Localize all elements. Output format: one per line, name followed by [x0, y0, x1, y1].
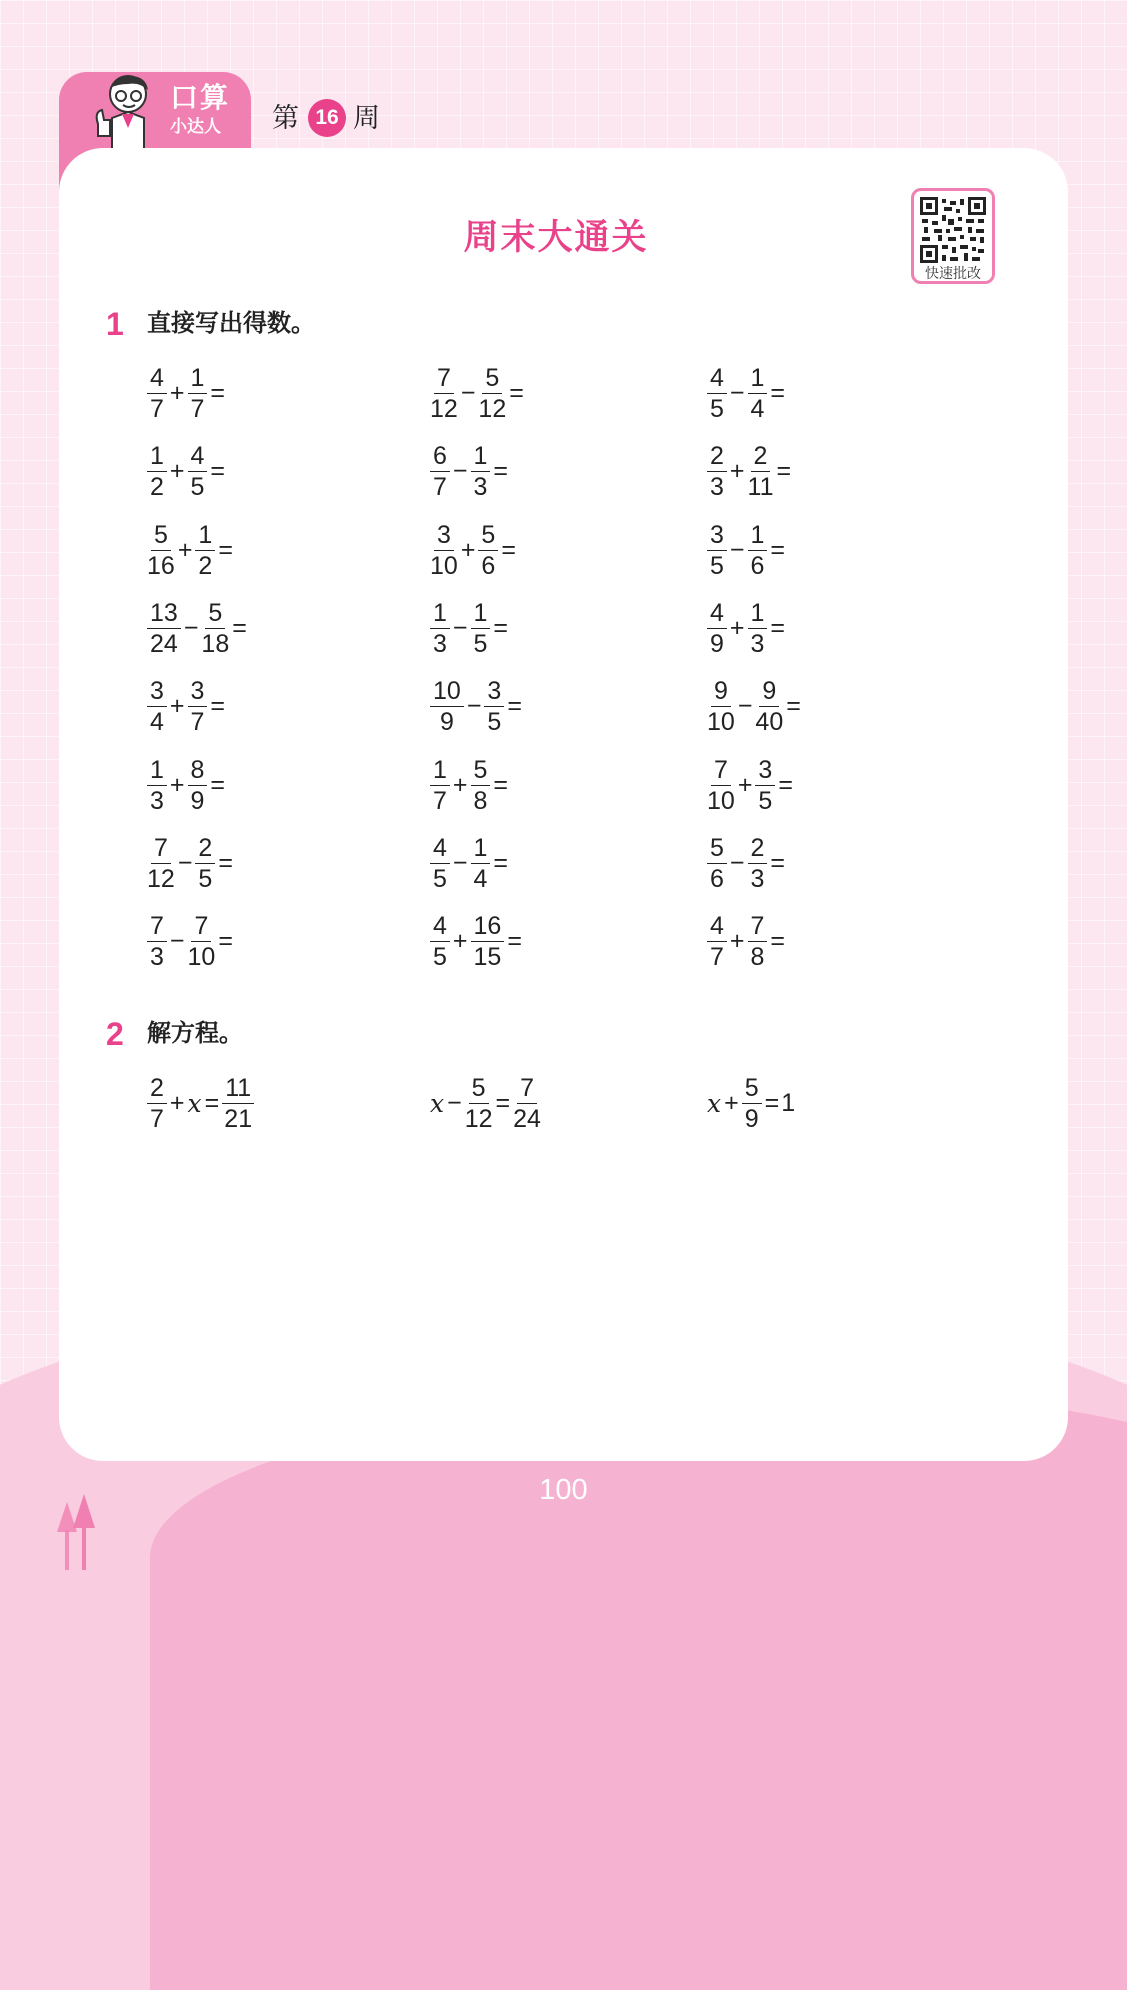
fraction: $\frac{4}{7}$	[705, 911, 729, 972]
equals-sign: =	[786, 691, 801, 720]
exercise-item	[705, 906, 786, 976]
operator: +	[452, 770, 468, 799]
fraction: $\frac{1}{4}$	[469, 833, 493, 894]
fraction: $\frac{2}{3}$	[705, 441, 729, 502]
equals-sign: =	[210, 456, 226, 485]
operator: −	[466, 691, 482, 720]
exercise-item	[145, 515, 234, 585]
operator: −	[183, 613, 199, 642]
operator: +	[737, 770, 753, 799]
operator: −	[460, 378, 476, 407]
exercise-item	[705, 828, 786, 898]
exercise-item	[705, 750, 794, 820]
operator: +	[729, 456, 745, 485]
exercise-item	[145, 593, 248, 663]
tab-title: 口算	[170, 82, 231, 113]
fraction: $\frac{3}{5}$	[705, 520, 729, 581]
exercise-item	[428, 358, 525, 428]
operator: +	[729, 613, 745, 642]
equals-sign: =	[501, 535, 516, 564]
fraction: $\frac{1}{7}$	[186, 363, 210, 424]
exercise-item	[428, 906, 523, 976]
fraction: $\frac{7}{8}$	[746, 911, 770, 972]
operator: −	[177, 848, 193, 877]
operator: −	[729, 535, 745, 564]
fraction: $\frac{9}{40}$	[755, 676, 784, 736]
equals-sign: =	[770, 926, 786, 955]
fraction: $\frac{5}{16}$	[147, 520, 175, 580]
exercise-item	[705, 671, 802, 741]
fraction: $\frac{3}{5}$	[753, 755, 777, 816]
exercise-item	[428, 671, 523, 741]
equals-sign: =	[218, 535, 233, 564]
equation-3: x + $\frac{5}{9}$ = 1	[707, 1073, 796, 1133]
exercise-item	[145, 906, 234, 976]
mascot-boy-icon	[86, 72, 164, 150]
exercise-item	[145, 671, 226, 741]
fraction: $\frac{7}{24}$	[513, 1073, 541, 1133]
equals-sign: =	[210, 691, 226, 720]
fraction: $\frac{5}{18}$	[201, 598, 230, 658]
operator: −	[729, 378, 745, 407]
fraction: $\frac{1}{4}$	[746, 363, 770, 424]
fraction: $\frac{5}{12}$	[478, 363, 507, 423]
week-suffix: 周	[353, 103, 380, 133]
equals-sign: =	[218, 926, 233, 955]
fraction: $\frac{2}{5}$	[193, 833, 217, 894]
equals-sign: =	[493, 613, 509, 642]
fraction: $\frac{5}{9}$	[740, 1073, 764, 1134]
fraction: $\frac{5}{12}$	[464, 1073, 493, 1133]
operator: +	[169, 770, 185, 799]
fraction: $\frac{4}{5}$	[428, 833, 452, 894]
fraction: $\frac{2}{3}$	[746, 833, 770, 894]
fraction: $\frac{4}{5}$	[186, 441, 210, 502]
fraction: $\frac{1}{6}$	[746, 520, 770, 581]
operator: +	[452, 926, 468, 955]
operator: +	[169, 456, 185, 485]
fraction: $\frac{1}{3}$	[469, 441, 493, 502]
operator: −	[737, 691, 753, 720]
week-number-badge: 16	[308, 99, 346, 137]
fraction: $\frac{4}{5}$	[428, 911, 452, 972]
fraction: $\frac{1}{7}$	[428, 755, 452, 816]
fraction: $\frac{1}{5}$	[469, 598, 493, 659]
qr-code[interactable]	[911, 188, 995, 284]
equals-sign: =	[493, 456, 509, 485]
equals-sign: =	[770, 378, 786, 407]
equals-sign: =	[507, 926, 522, 955]
exercise-item	[428, 593, 509, 663]
qr-label: 快速批改	[925, 265, 981, 281]
fraction: $\frac{16}{15}$	[469, 911, 507, 972]
equals-sign: =	[509, 378, 524, 407]
operator: +	[460, 535, 476, 564]
exercise-item	[145, 436, 226, 506]
operator: +	[729, 926, 745, 955]
exercise-item	[428, 750, 509, 820]
section-1-title: 直接写出得数。	[147, 310, 315, 337]
fraction: $\frac{5}{6}$	[476, 520, 500, 581]
exercise-item	[705, 515, 786, 585]
exercise-item	[705, 436, 792, 506]
fraction: $\frac{1}{3}$	[145, 755, 169, 816]
exercise-item	[428, 515, 517, 585]
qr-code-icon	[920, 197, 986, 263]
equals-sign: =	[778, 770, 793, 799]
fraction: $\frac{3}{5}$	[482, 676, 506, 737]
equals-sign: =	[210, 770, 226, 799]
equation-1: $\frac{2}{7}$ + x = $\frac{11}{21}$	[145, 1068, 256, 1138]
fraction: $\frac{7}{10}$	[707, 755, 735, 815]
equals-sign: =	[770, 848, 786, 877]
week-prefix: 第	[272, 103, 299, 133]
fraction: $\frac{13}{24}$	[145, 598, 183, 659]
fraction: $\frac{10}{9}$	[428, 676, 466, 737]
section-2-title: 解方程。	[147, 1020, 243, 1047]
equals-sign: =	[770, 535, 786, 564]
equals-sign: =	[776, 456, 792, 485]
exercise-item	[145, 828, 234, 898]
tab-subtitle: 小达人	[170, 117, 221, 136]
fraction: $\frac{4}{9}$	[705, 598, 729, 659]
equals-sign: =	[210, 378, 226, 407]
operator: −	[169, 926, 185, 955]
fraction: $\frac{7}{10}$	[187, 911, 216, 971]
equals-sign: =	[493, 770, 509, 799]
exercise-item	[705, 593, 786, 663]
fraction: $\frac{1}{2}$	[193, 520, 217, 581]
section-2-number: 2	[106, 1016, 124, 1052]
fraction: $\frac{5}{6}$	[705, 833, 729, 894]
fraction: $\frac{2}{11}$	[747, 441, 774, 501]
equals-sign: =	[218, 848, 233, 877]
fraction: $\frac{1}{3}$	[428, 598, 452, 659]
equals-sign: =	[770, 613, 786, 642]
operator: −	[729, 848, 745, 877]
exercise-item	[145, 750, 226, 820]
equals-sign: =	[493, 848, 509, 877]
fraction: $\frac{7}{12}$	[147, 833, 175, 893]
fraction: $\frac{4}{7}$	[145, 363, 169, 424]
fraction: $\frac{3}{10}$	[430, 520, 458, 580]
equals-sign: =	[232, 613, 247, 642]
page-title: 周末大通关	[463, 218, 649, 257]
equals-sign: =	[507, 691, 522, 720]
page-number: 100	[539, 1474, 588, 1506]
exercise-item	[705, 358, 786, 428]
operator: −	[452, 848, 468, 877]
fraction: $\frac{8}{9}$	[186, 755, 210, 816]
exercise-item	[145, 358, 226, 428]
operator: +	[177, 535, 193, 564]
fraction: $\frac{3}{4}$	[145, 676, 169, 737]
fraction: $\frac{7}{12}$	[430, 363, 458, 423]
fraction: $\frac{9}{10}$	[707, 676, 735, 736]
equation-2: x − $\frac{5}{12}$ = $\frac{7}{24}$	[430, 1073, 541, 1133]
fraction: $\frac{1}{3}$	[746, 598, 770, 659]
fraction: $\frac{1}{2}$	[145, 441, 169, 502]
exercise-item	[428, 436, 509, 506]
fraction: $\frac{2}{7}$	[145, 1073, 169, 1134]
operator: −	[452, 456, 468, 485]
exercise-item	[428, 828, 509, 898]
operator: −	[452, 613, 468, 642]
fraction: $\frac{6}{7}$	[428, 441, 452, 502]
fraction: $\frac{4}{5}$	[705, 363, 729, 424]
fraction: $\frac{3}{7}$	[186, 676, 210, 737]
section-1-number: 1	[106, 306, 124, 342]
operator: +	[169, 691, 185, 720]
fraction: $\frac{5}{8}$	[469, 755, 493, 816]
fraction: $\frac{7}{3}$	[145, 911, 169, 972]
arrow-decoration-icon	[53, 1492, 103, 1570]
operator: +	[169, 378, 185, 407]
fraction: $\frac{11}{21}$	[220, 1073, 256, 1134]
